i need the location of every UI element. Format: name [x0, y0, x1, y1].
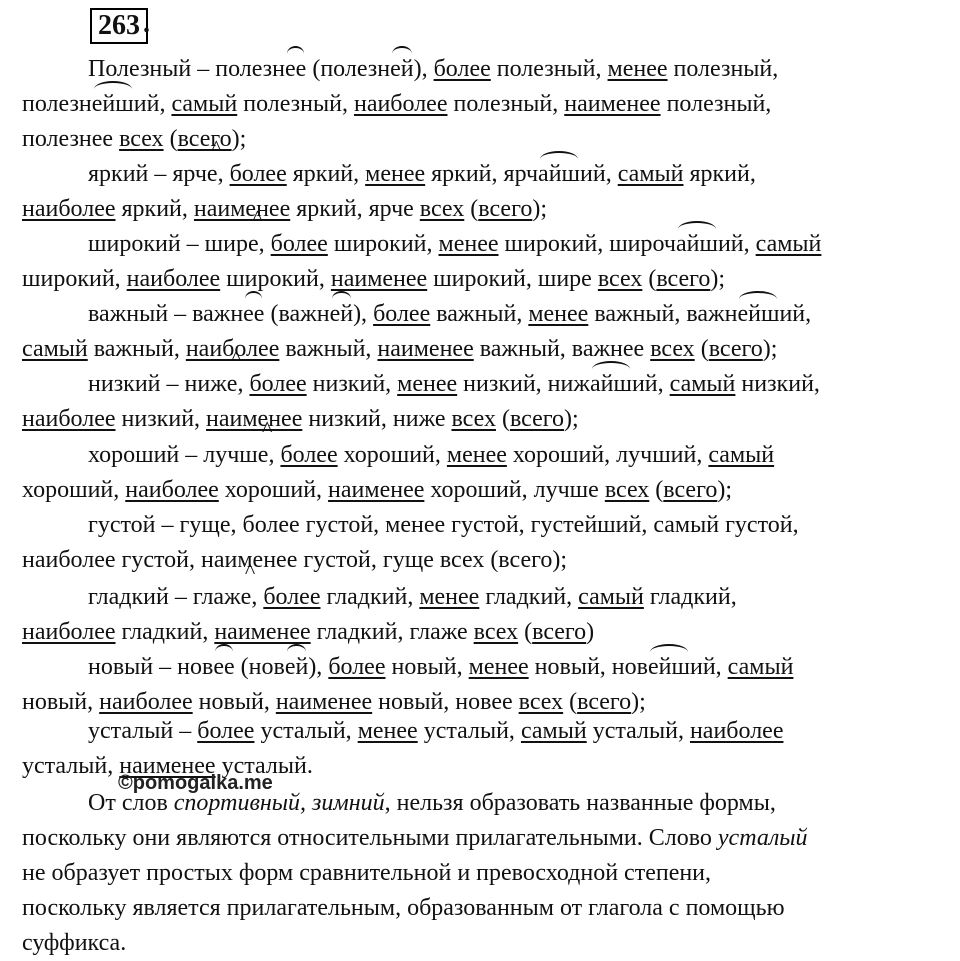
text-line: хороший, наиболее хороший, наименее хороший, лучше всех (всего);: [22, 477, 733, 503]
paragraph-shiroky: [22, 227, 942, 297]
text-line: суффикса.: [22, 930, 127, 956]
text-line: широкий, наиболее широкий, наименее широкий, шире всех (всего);: [22, 266, 726, 292]
suffix-mark: ей: [285, 650, 309, 685]
paragraph-nizky: [22, 367, 942, 437]
watermark: ©pomogalka.me: [118, 772, 273, 794]
text-line: низкий – ниже ^, более низкий, менее низкий, нижайший, самый низкий,: [22, 367, 942, 402]
suffix-mark: ей: [390, 52, 414, 87]
suffix-mark: е ^: [227, 367, 238, 402]
paragraph-yarky: [22, 157, 942, 227]
text-line: усталый – более усталый, менее усталый, самый усталый, наиболее: [88, 718, 784, 744]
text-line: усталый, наименее усталый.: [22, 753, 313, 779]
text-line: не образует простых форм сравнительной и превосходной степени,: [22, 860, 712, 886]
suffix-mark: е ^: [258, 438, 269, 473]
suffix-mark: ей: [330, 297, 354, 332]
text-line: хороший – лучше ^, более хороший, менее хороший, лучший, самый: [22, 438, 942, 473]
paragraph-explanation: [22, 786, 942, 961]
text-line: яркий – ярче ^, более яркий, менее яркий, ярчайший, самый яркий,: [22, 157, 942, 192]
text-line: широкий – шире ^, более широкий, менее широкий, широчайший, самый: [22, 227, 942, 262]
text-line: наиболее гладкий, наименее гладкий, глаже всех (всего): [22, 619, 595, 645]
suffix-mark: ее: [213, 650, 234, 685]
paragraph-gladky: [22, 580, 942, 650]
text-line: густой – гуще, более густой, менее густой, густейший, самый густой,: [88, 512, 799, 538]
paragraph-polezny: [22, 52, 942, 157]
suffix-mark: айш: [676, 227, 718, 262]
paragraph-khoroshy: [22, 438, 942, 508]
text-line: важный – важнее (важней), более важный, менее важный, важнейший,: [22, 297, 942, 332]
paragraph-gustoy: [22, 508, 942, 578]
suffix-mark: е ^: [248, 227, 259, 262]
suffix-mark: айш: [590, 367, 632, 402]
text-line: От слов спортивный, зимний, нельзя образовать названные формы,: [88, 790, 776, 816]
exercise-number: 263: [90, 8, 148, 44]
text-line: наиболее низкий, наименее низкий, ниже всех (всего);: [22, 406, 579, 432]
text-line: новый – новее (новей), более новый, менее новый, новейший, самый: [22, 650, 942, 685]
suffix-mark: ейш: [92, 87, 134, 122]
suffix-mark: е ^: [241, 580, 252, 615]
suffix-mark: ее: [285, 52, 306, 87]
text-line: гладкий – глаже ^, более гладкий, менее гладкий, самый гладкий,: [22, 580, 942, 615]
text-line: Полезный – полезнее (полезней), более полезный, менее полезный,: [22, 52, 942, 87]
suffix-mark: ее: [243, 297, 264, 332]
suffix-mark: ейш: [737, 297, 779, 332]
text-line: наиболее яркий, наименее яркий, ярче всех (всего);: [22, 196, 547, 222]
text-line: поскольку они являются относительными прилагательными. Слово усталый: [22, 825, 808, 851]
text-line: наиболее густой, наименее густой, гуще всех (всего);: [22, 547, 568, 573]
suffix-mark: ейш: [648, 650, 690, 685]
text-line: новый, наиболее новый, наименее новый, новее всех (всего);: [22, 689, 646, 715]
suffix-mark: е ^: [207, 157, 218, 192]
suffix-mark: айш: [538, 157, 580, 192]
text-line: полезнейший, самый полезный, наиболее полезный, наименее полезный,: [22, 87, 942, 122]
text-line: самый важный, наиболее важный, наименее важный, важнее всех (всего);: [22, 336, 778, 362]
paragraph-vazhny: [22, 297, 942, 367]
paragraph-novy: [22, 650, 942, 720]
exercise-number-dot: .: [143, 8, 150, 39]
text-line: полезнее всех (всего);: [22, 126, 247, 152]
text-line: поскольку является прилагательным, образованным от глагола с помощью: [22, 895, 785, 921]
